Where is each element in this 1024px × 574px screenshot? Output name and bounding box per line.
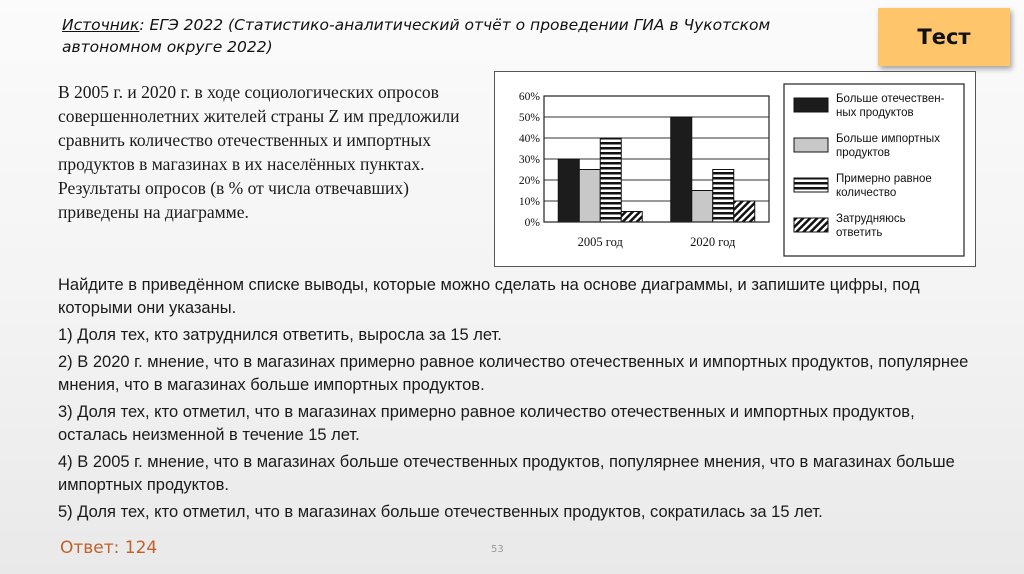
- x-category-label: 2020 год: [690, 235, 736, 249]
- legend-swatch-1: [794, 98, 828, 112]
- y-tick-label: 50%: [518, 112, 540, 124]
- page-number: 53: [491, 544, 504, 555]
- y-tick-label: 40%: [518, 133, 540, 145]
- y-tick-label: 60%: [518, 91, 540, 103]
- task-prompt: Найдите в приведённом списке выводы, которые можно сделать на основе диаграммы, и запишите цифры, под которыми они указаны.: [58, 276, 920, 317]
- bar-1-1: [558, 159, 579, 222]
- task-item-2: 2) В 2020 г. мнение, что в магазинах примерно равное количество отечественных и импортных продуктов, популярнее мнения, что в магазинах больше импортных продуктов.: [58, 353, 969, 394]
- legend-label-2: Больше импортных продуктов: [836, 133, 940, 159]
- y-tick-label: 30%: [518, 154, 540, 166]
- task-item-5: 5) Доля тех, кто отметил, что в магазинах больше отечественных продуктов, сократилась за 15 лет.: [58, 503, 823, 521]
- legend-label-3: Примерно равное количество: [836, 173, 932, 199]
- chart-svg: [495, 72, 975, 266]
- intro-text: В 2005 г. и 2020 г. в ходе социологических опросов совершеннолетних жителей страны Z им предложили сравнить количество отечественных и импортных продуктов в магазинах в их населённых пунктах. Результаты опросов (в % от числа отвечавших) приведены на диаграмме.: [58, 82, 460, 222]
- bar-1-2: [671, 117, 692, 222]
- bar-4-1: [621, 212, 642, 223]
- y-tick-label: 20%: [518, 175, 540, 187]
- bar-2-1: [579, 170, 600, 223]
- answer-text: Ответ: 124: [60, 538, 158, 558]
- legend-swatch-3: [794, 178, 828, 192]
- bar-chart: [494, 71, 976, 267]
- bar-3-1: [600, 138, 621, 222]
- task-section: [58, 274, 988, 528]
- legend-swatch-2: [794, 138, 828, 152]
- task-item-4: 4) В 2005 г. мнение, что в магазинах больше отечественных продуктов, популярнее мнения, что в магазинах больше импортных продуктов.: [58, 453, 955, 494]
- legend-swatch-4: [794, 218, 828, 232]
- legend-label-1: Больше отечествен-ных продуктов: [836, 93, 945, 119]
- task-item-3: 3) Доля тех, кто отметил, что в магазинах примерно равное количество отечественных и импортных продуктов, осталась неизменной в течение 15 лет.: [58, 403, 915, 444]
- task-item-1: 1) Доля тех, кто затруднился ответить, выросла за 15 лет.: [58, 326, 502, 344]
- source-citation: [62, 14, 782, 58]
- bar-3-2: [713, 170, 734, 223]
- bar-2-2: [692, 191, 713, 223]
- legend-label-4: Затрудняюсь ответить: [836, 213, 906, 239]
- test-badge: Тест: [878, 8, 1010, 66]
- source-text: : ЕГЭ 2022 (Статистико-аналитический отчёт о проведении ГИА в Чукотском автономном округе 2022): [62, 16, 771, 56]
- x-category-label: 2005 год: [577, 235, 623, 249]
- y-tick-label: 0%: [524, 217, 540, 229]
- source-label: Источник: [62, 16, 140, 34]
- bar-4-2: [734, 201, 755, 222]
- y-tick-label: 10%: [518, 196, 540, 208]
